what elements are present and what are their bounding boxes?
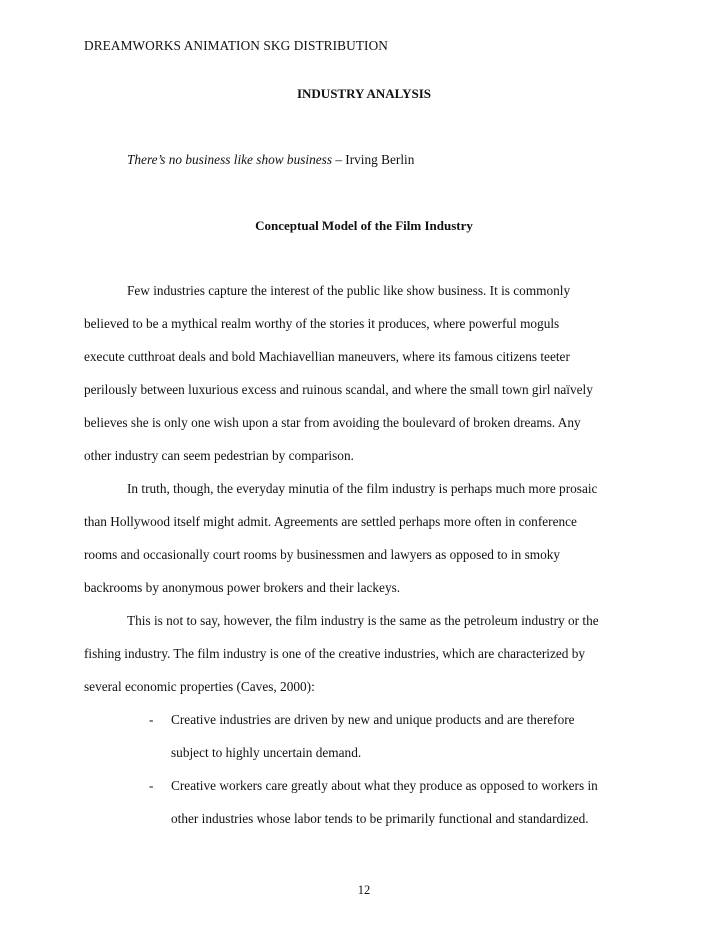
paragraph-1-line-6: other industry can seem pedestrian by comparison. xyxy=(84,448,354,463)
paragraph-3-line-3: several economic properties (Caves, 2000): xyxy=(84,679,315,694)
paragraph-1-line-1: Few industries capture the interest of the public like show business. It is commonly xyxy=(127,283,571,298)
paragraph-2-line-2: than Hollywood itself might admit. Agreements are settled perhaps more often in conference xyxy=(84,514,577,529)
paragraph-2-line-4: backrooms by anonymous power brokers and their lackeys. xyxy=(84,580,401,595)
paragraph-2-line-3: rooms and occasionally court rooms by businessmen and lawyers as opposed to in smoky xyxy=(84,547,561,562)
paragraph-1-line-5: believes she is only one wish upon a star from avoiding the boulevard of broken dreams. Any xyxy=(84,415,581,430)
bullet-2-line-1: Creative workers care greatly about what they produce as opposed to workers in xyxy=(171,778,598,793)
bullet-1-line-1: Creative industries are driven by new and unique products and are therefore xyxy=(171,712,575,727)
bullet-1-line-2: subject to highly uncertain demand. xyxy=(171,745,362,760)
bullet-1-dash: - xyxy=(149,712,154,727)
paragraph-3-line-1: This is not to say, however, the film industry is the same as the petroleum industry or the xyxy=(127,613,599,628)
page-number: 12 xyxy=(357,883,371,897)
running-head: DREAMWORKS ANIMATION SKG DISTRIBUTION xyxy=(84,38,388,53)
paragraph-1-line-3: execute cutthroat deals and bold Machiavellian maneuvers, where its famous citizens teeter xyxy=(84,349,570,364)
subsection-title: Conceptual Model of the Film Industry xyxy=(255,218,473,233)
section-title xyxy=(0,86,728,102)
paragraph-1-line-4: perilously between luxurious excess and ruinous scandal, and where the small town girl naïvely xyxy=(84,382,593,397)
epigraph-quote: There’s no business like show business xyxy=(127,152,332,167)
epigraph-attribution: – Irving Berlin xyxy=(332,152,415,167)
paragraph-1-line-2: believed to be a mythical realm worthy of the stories it produces, where powerful moguls xyxy=(84,316,560,331)
paragraph-3-line-2: fishing industry. The film industry is one of the creative industries, which are characterized by xyxy=(84,646,586,661)
bullet-2-dash: - xyxy=(149,778,154,793)
section-title-text: INDUSTRY ANALYSIS xyxy=(296,86,432,101)
paragraph-2-line-1: In truth, though, the everyday minutia of the film industry is perhaps much more prosaic xyxy=(127,481,598,496)
epigraph xyxy=(127,152,414,168)
bullet-2-line-2: other industries whose labor tends to be primarily functional and standardized. xyxy=(171,811,589,826)
